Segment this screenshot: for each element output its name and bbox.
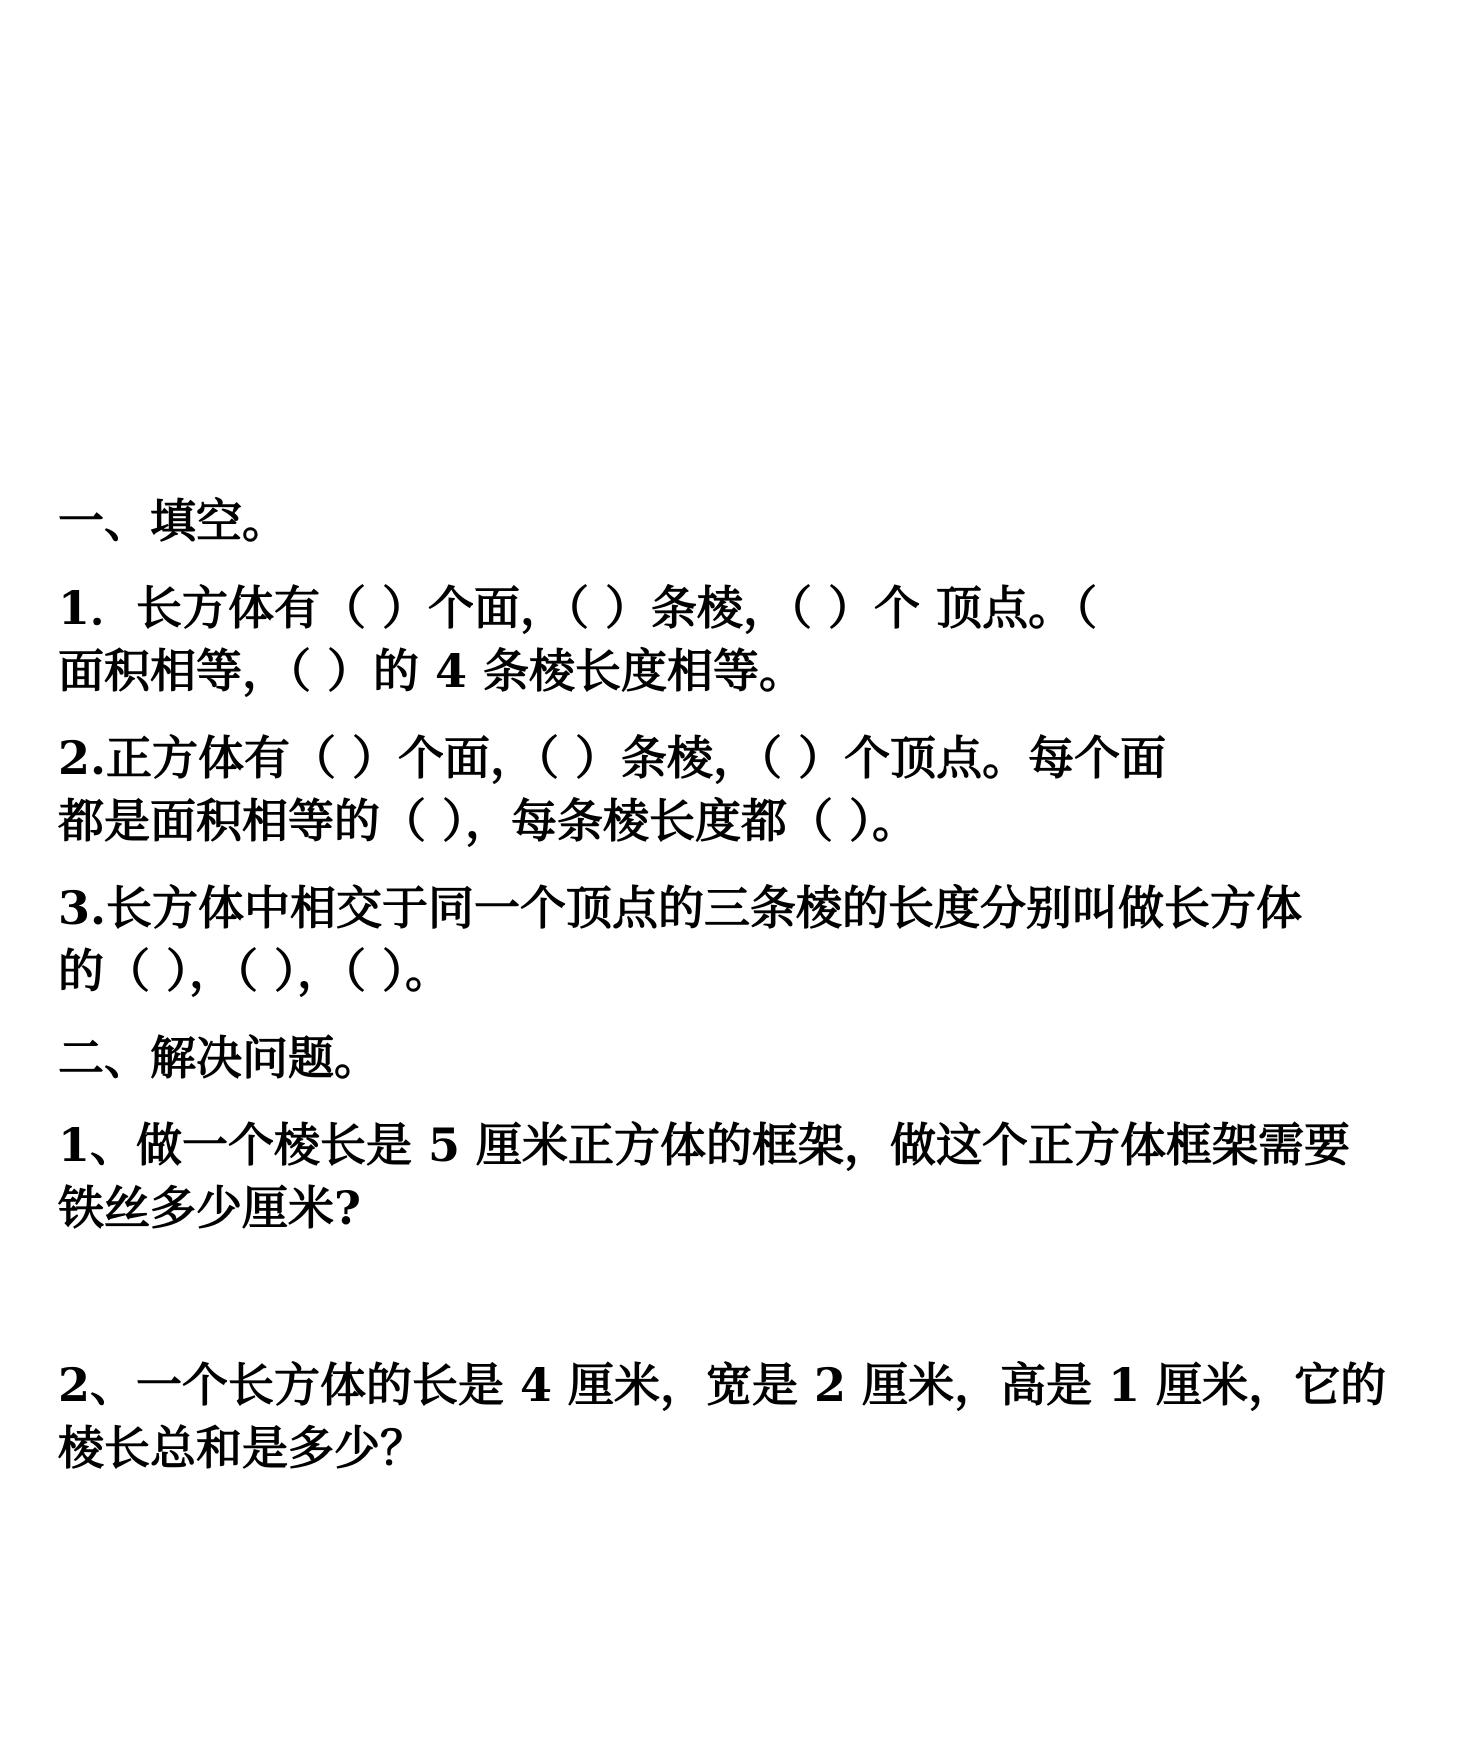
question-3-line-2: 的（ ），（ ），（ ）。 [58, 944, 452, 998]
section-problem-solving-heading: 二、解决问题。 [58, 1031, 380, 1085]
problem-2-line-2: 棱长总和是多少？ [58, 1421, 426, 1475]
problem-1-line-2: 铁丝多少厘米? [58, 1181, 361, 1235]
question-2-line-1: 2.正方体有（ ）个面，（ ）条棱，（ ）个顶点。每个面 [58, 731, 1167, 785]
question-1-line-1: 1．长方体有（ ）个面，（ ）条棱，（ ）个 顶点。（ [58, 581, 1098, 635]
question-3-line-1: 3.长方体中相交于同一个顶点的三条棱的长度分别叫做长方体 [58, 881, 1303, 935]
question-2-line-2: 都是面积相等的（ ），每条棱长度都（ ）。 [58, 794, 919, 848]
problem-1-line-1: 1、做一个棱长是 5 厘米正方体的框架，做这个正方体框架需要 [58, 1118, 1351, 1172]
section-fill-blank-heading: 一、填空。 [58, 494, 288, 548]
problem-2-line-1: 2、一个长方体的长是 4 厘米，宽是 2 厘米，高是 1 厘米，它的 [58, 1358, 1387, 1412]
question-1-line-2: 面积相等，（ ）的 4 条棱长度相等。 [58, 644, 806, 698]
